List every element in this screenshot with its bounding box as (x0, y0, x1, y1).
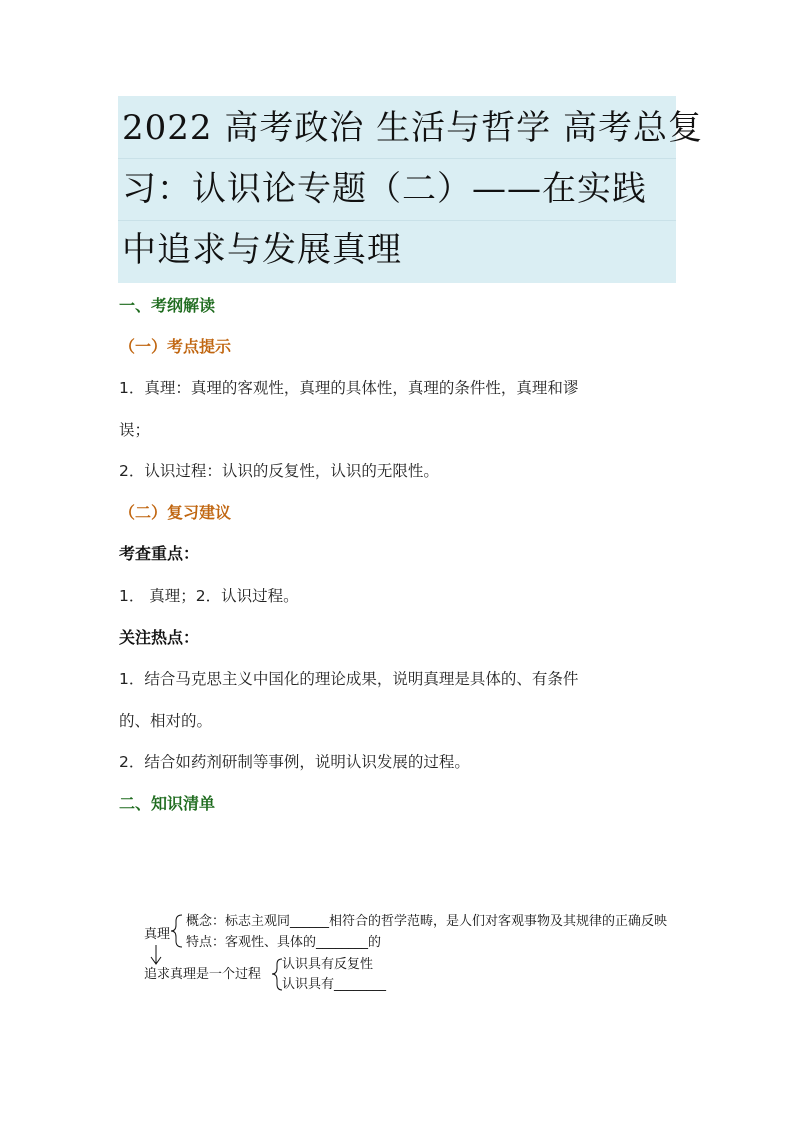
diagram-process: 追求真理是一个过程 (144, 967, 262, 982)
keypoint-item-1: 1．真理：真理的客观性，真理的具体性，真理的条件性，真理和谬 (119, 379, 579, 397)
page-title-line2: 习：认识论专题（二）——在实践 (122, 169, 647, 209)
page-title-line1: 2022 高考政治 生活与哲学 高考总复 (122, 108, 703, 148)
section-heading-knowledge: 二、知识清单 (119, 794, 216, 813)
title-divider (118, 158, 676, 159)
subsection-heading-keypoints: （一）考点提示 (119, 337, 232, 356)
focus-heading: 考查重点： (119, 544, 200, 563)
keypoint-item-2: 2．认识过程：认识的反复性，认识的无限性。 (119, 462, 439, 480)
brace-main (171, 915, 182, 947)
focus-item: 1． 真理；2．认识过程。 (119, 587, 299, 605)
hot-item-2: 2．结合如药剂研制等事例，说明认识发展的过程。 (119, 753, 470, 771)
page-title-line3: 中追求与发展真理 (122, 230, 402, 270)
diagram-infinite: 认识具有________ (282, 977, 387, 992)
keypoint-item-1-cont: 误； (119, 421, 151, 439)
hot-heading: 关注热点： (119, 628, 200, 647)
title-divider (118, 220, 676, 221)
diagram-repeat: 认识具有反复性 (282, 957, 374, 972)
title-box (118, 96, 703, 283)
knowledge-diagram (140, 905, 720, 1005)
diagram-root: 真理 (144, 927, 171, 942)
diagram-concept: 概念：标志主观同______相符合的哲学范畴，是人们对客观事物及其规律的正确反映 (186, 914, 668, 929)
diagram-feature: 特点：客观性、具体的________的 (186, 935, 382, 950)
section-heading-outline: 一、考纲解读 (119, 296, 216, 315)
hot-item-1-cont: 的、相对的。 (119, 712, 213, 730)
hot-item-1: 1．结合马克思主义中国化的理论成果，说明真理是具体的、有条件 (119, 670, 579, 688)
brace-process (272, 959, 282, 990)
subsection-heading-review: （二）复习建议 (119, 503, 232, 522)
